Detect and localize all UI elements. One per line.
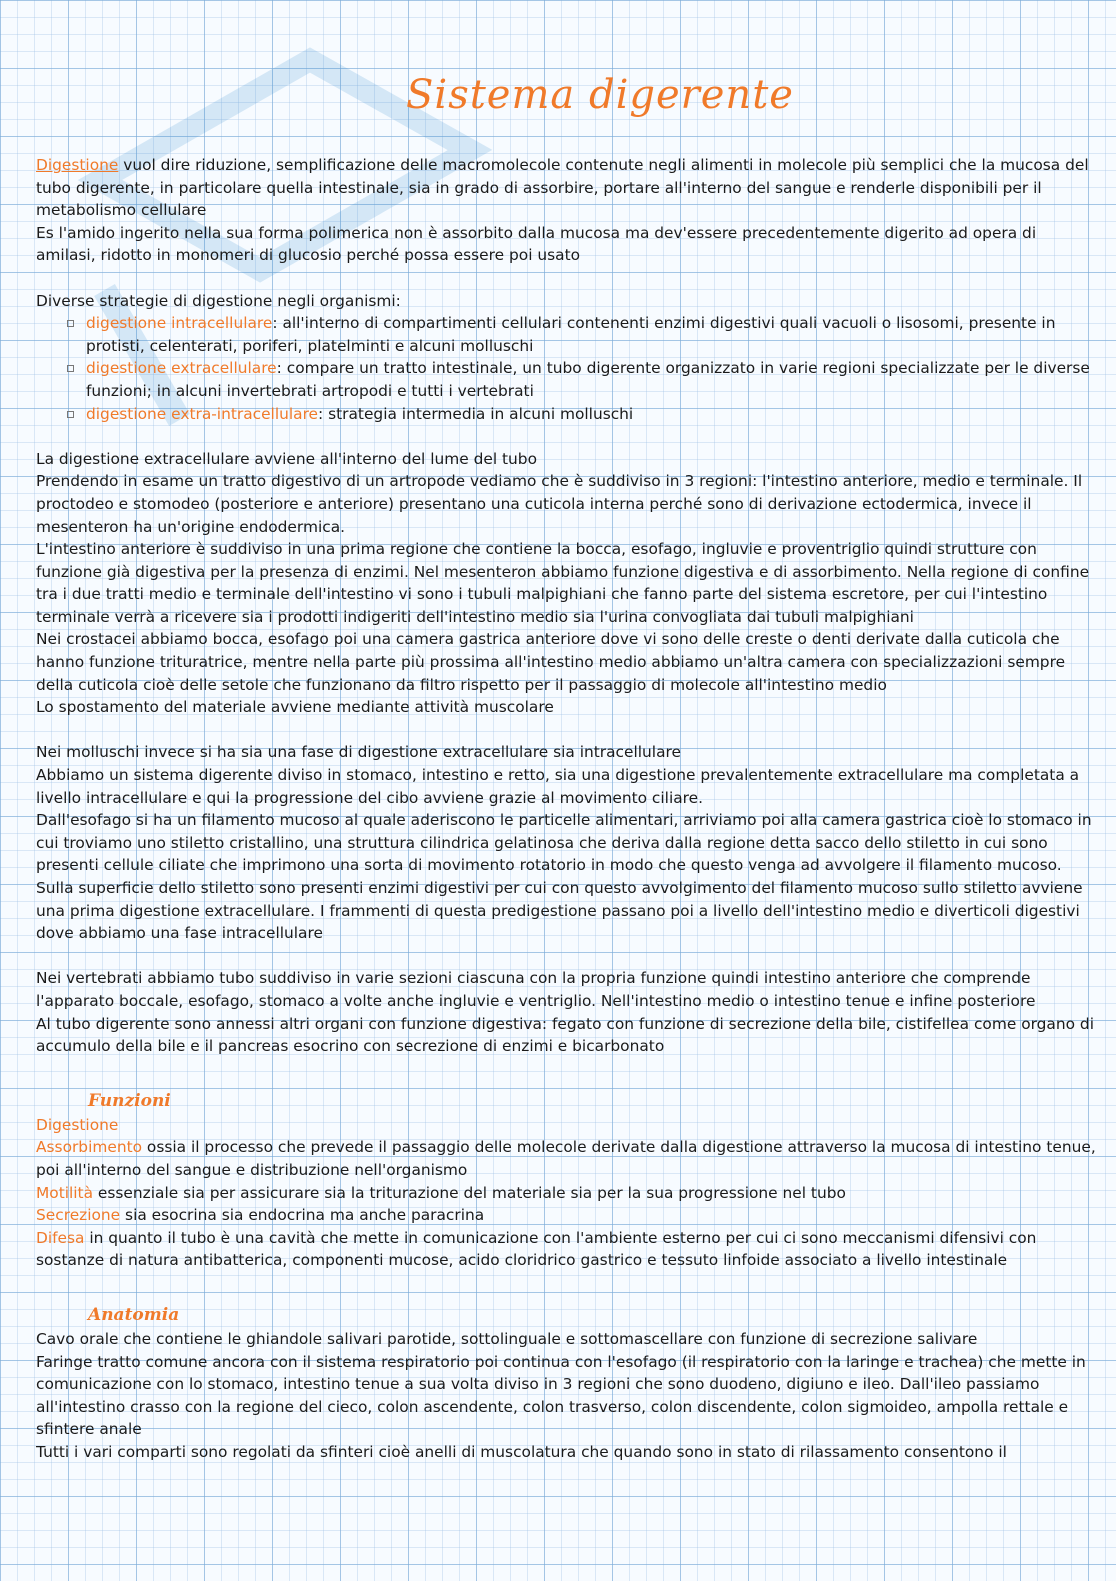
strategy-term: digestione extra-intracellulare — [86, 404, 319, 423]
paragraph: Abbiamo un sistema digerente diviso in stomaco, intestino e retto, sia una digestione prevalentemente extracellulare ma completata a livello intracellulare e qui la progressione del cibo avviene grazie al movimento ciliare. — [36, 766, 1080, 807]
paragraph: Nei crostacei abbiamo bocca, esofago poi una camera gastrica anteriore dove vi sono delle creste o denti derivate dalla cuticola che hanno funzione trituratrice, mentre nella parte più prossima all'intestino medio abbiamo un'altra camera con specializzazioni sempre della cuticola cioè delle setole che funzionano da filtro rispetto per il passaggio di molecole all'intestino medio — [36, 630, 1066, 694]
paragraph: Nei molluschi invece si ha sia una fase di digestione extracellulare sia intracellulare — [36, 743, 681, 762]
function-text: in quanto il tubo è una cavità che mette in comunicazione con l'ambiente esterno per cui ci sono meccanismi difensivi con sostanze di natura antibatterica, componenti mucose, acido cloridrico gastrico e tessuto linfoide associato a livello intestinale — [36, 1228, 1037, 1270]
section-heading-anatomia: Anatomia — [88, 1304, 180, 1325]
strategy-text: : compare un tratto intestinale, un tubo digerente organizzato in varie regioni specializzate per le diverse funzioni; in alcuni invertebrati artropodi e tutti i vertebrati — [86, 359, 1090, 400]
function-term: Motilità — [36, 1183, 94, 1202]
function-text: ossia il processo che prevede il passaggio delle molecole derivate dalla digestione attraverso la mucosa di intestino tenue, poi all'interno del sangue e distribuzione nell'organismo — [36, 1138, 1096, 1179]
function-item — [36, 1182, 1098, 1205]
paragraph: Tutti i vari comparti sono regolati da sfinteri cioè anelli di muscolatura che quando sono in stato di rilassamento consentono il — [36, 1442, 1007, 1461]
function-item — [36, 1136, 1098, 1181]
list-item — [86, 403, 1098, 426]
paragraph: Dall'esofago si ha un filamento mucoso al quale aderiscono le particelle alimentari, arriviamo poi alla camera gastrica cioè lo stomaco in cui troviamo uno stiletto cristallino, una struttura cilindrica gelatinosa che deriva dalla regione detta sacco dello stiletto in cui sono presenti cellule ciliate che imprimono una sorta di movimento rotatorio in modo che questo venga ad avvolgere il filamento mucoso. Sulla superficie dello stiletto sono presenti enzimi digestivi per cui con questo avvolgimento del filamento mucoso sullo stiletto avviene una prima digestione extracellulare. I frammenti di questa predigestione passano poi a livello dell'intestino medio e diverticoli digestivi dove abbiamo una fase intracellulare — [36, 811, 1092, 943]
page-title: Sistema digerente — [406, 72, 794, 118]
paragraph: L'intestino anteriore è suddiviso in una prima regione che contiene la bocca, esofago, ingluvie e proventriglio quindi strutture con funzione già digestiva per la presenza di enzimi. Nel mesenteron abbiamo funzione digestiva e di assorbimento. Nella regione di confine tra i due tratti medio e terminale dell'intestino vi sono i tubuli malpighiani che fanno parte del sistema escretore, per cui l'intestino terminale verrà a ricevere sia i prodotti indigeriti dell'intestino medio sia l'urina convogliata dai tubuli malpighiani — [36, 540, 1090, 626]
function-item — [36, 1204, 1098, 1227]
term-digestione: Digestione — [36, 156, 119, 174]
strategy-text: : strategia intermedia in alcuni molluschi — [318, 404, 634, 423]
strategy-term: digestione intracellulare — [86, 314, 273, 333]
function-term: Digestione — [36, 1115, 119, 1134]
strategy-term: digestione extracellulare — [86, 359, 277, 378]
function-term: Difesa — [36, 1228, 85, 1247]
paragraph: Faringe tratto comune ancora con il sistema respiratorio poi continua con l'esofago (il respiratorio con la laringe e trachea) che mette in comunicazione con lo stomaco, intestino tenue a sua volta diviso in 3 regioni che sono duodeno, digiuno e ileo. Dall'ileo passiamo all'intestino crasso con la regione del cieco, colon ascendente, colon trasverso, colon discendente, colon sigmoideo, ampolla rettale e sfintere anale — [36, 1352, 1086, 1439]
function-item — [36, 1227, 1098, 1272]
section-heading-funzioni: Funzioni — [88, 1090, 171, 1111]
paragraph: La digestione extracellulare avviene all'interno del lume del tubo — [36, 449, 537, 468]
intro-example: Es l'amido ingerito nella sua forma polimerica non è assorbito dalla mucosa ma dev'essere precedentemente digerito ad opera di amilasi, ridotto in monomeri di glucosio perché possa essere poi usato — [36, 223, 1037, 265]
function-term: Secrezione — [36, 1206, 121, 1225]
list-item — [86, 357, 1098, 402]
intro-paragraph — [36, 154, 1098, 222]
paragraph: Prendendo in esame un tratto digestivo di un artropode vediamo che è suddiviso in 3 regioni: l'intestino anteriore, medio e terminale. Il proctodeo e stomodeo (posteriore e anteriore) presentano una cuticola interna perché sono di derivazione ectodermica, invece il mesenteron ha un'origine endodermica. — [36, 472, 1083, 536]
function-text: essenziale sia per assicurare sia la triturazione del materiale sia per la sua progressione nel tubo — [93, 1183, 846, 1202]
paragraph: Lo spostamento del materiale avviene mediante attività muscolare — [36, 698, 554, 717]
function-item — [36, 1114, 1098, 1137]
strategies-lead: Diverse strategie di digestione negli organismi: — [36, 291, 401, 310]
function-text: sia esocrina sia endocrina ma anche paracrina — [120, 1206, 485, 1225]
intro-text: vuol dire riduzione, semplificazione delle macromolecole contenute negli alimenti in molecole più semplici che la mucosa del tubo digerente, in particolare quella intestinale, sia in grado di assorbire, portare all'interno del sangue e renderle disponibili per il metabolismo cellulare — [36, 156, 1089, 220]
paragraph: Cavo orale che contiene le ghiandole salivari parotide, sottolinguale e sottomascellare con funzione di secrezione salivare — [36, 1329, 978, 1348]
paragraph: Al tubo digerente sono annessi altri organi con funzione digestiva: fegato con funzione di secrezione della bile, cistifellea come organo di accumulo della bile e il pancreas esocrino con secrezione di enzimi e bicarbonato — [36, 1014, 1094, 1056]
paragraph: Nei vertebrati abbiamo tubo suddiviso in varie sezioni ciascuna con la propria funzione quindi intestino anteriore che comprende l'apparato boccale, esofago, stomaco a volte anche ingluvie e ventriglio. Nell'intestino medio o intestino tenue e infine posteriore — [36, 969, 1036, 1010]
function-term: Assorbimento — [36, 1138, 143, 1157]
list-item — [86, 312, 1098, 357]
strategies-list — [36, 312, 1098, 425]
strategy-text: : all'interno di compartimenti cellulari contenenti enzimi digestivi quali vacuoli o lisosomi, presente in protisti, celenterati, poriferi, platelminti e alcuni molluschi — [86, 314, 1056, 355]
document-content — [36, 154, 1098, 1463]
